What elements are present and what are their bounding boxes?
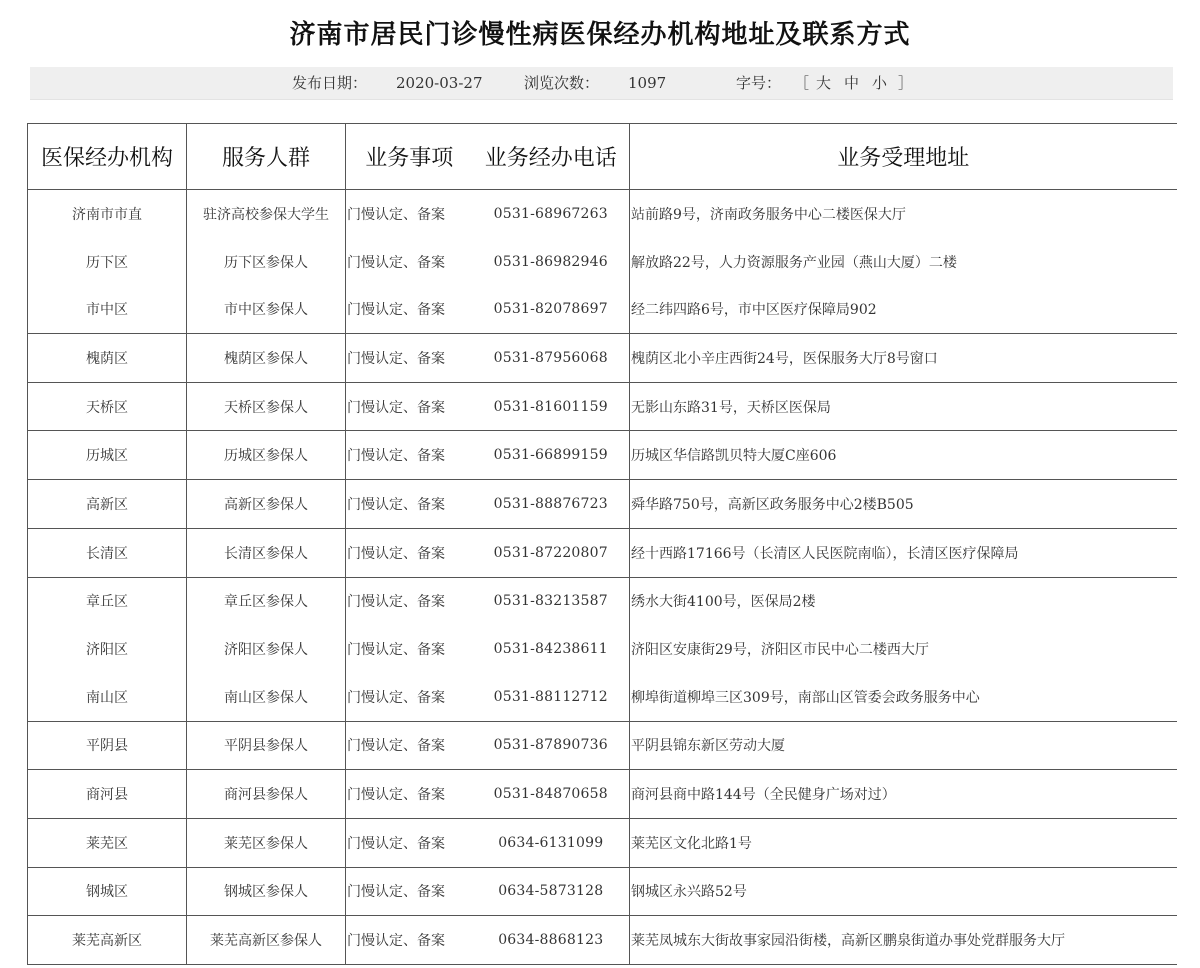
cell-phone: 0531-81601159 bbox=[473, 382, 630, 431]
cell-business-item: 门慢认定、备案 bbox=[346, 528, 473, 577]
cell-office: 高新区 bbox=[28, 480, 187, 529]
cell-business-item: 门慢认定、备案 bbox=[346, 673, 473, 721]
table-row bbox=[28, 382, 1177, 431]
font-size-bracket-open: ［ bbox=[794, 74, 810, 92]
cell-office: 南山区 bbox=[28, 673, 187, 721]
cell-phone: 0634-6131099 bbox=[473, 818, 630, 867]
article-meta-bar bbox=[30, 67, 1173, 100]
table-row bbox=[28, 238, 1177, 286]
table-row bbox=[28, 625, 1177, 673]
cell-office: 历城区 bbox=[28, 431, 187, 480]
font-size-small-link[interactable]: 小 bbox=[872, 74, 888, 92]
publish-date-label: 发布日期： bbox=[292, 74, 368, 92]
cell-phone: 0531-88876723 bbox=[473, 480, 630, 529]
cell-office: 市中区 bbox=[28, 285, 187, 333]
table-header-row bbox=[28, 124, 1177, 190]
cell-service-group: 高新区参保人 bbox=[187, 480, 346, 529]
cell-address: 解放路22号，人力资源服务产业园（燕山大厦）二楼 bbox=[630, 238, 1177, 286]
table-row bbox=[28, 770, 1177, 819]
cell-office: 济阳区 bbox=[28, 625, 187, 673]
table-row bbox=[28, 334, 1177, 383]
cell-business-item: 门慢认定、备案 bbox=[346, 867, 473, 916]
cell-business-item: 门慢认定、备案 bbox=[346, 721, 473, 770]
cell-business-item: 门慢认定、备案 bbox=[346, 916, 473, 965]
cell-phone: 0531-82078697 bbox=[473, 285, 630, 333]
cell-address: 站前路9号，济南政务服务中心二楼医保大厅 bbox=[630, 190, 1177, 238]
view-count-value: 1097 bbox=[628, 74, 667, 92]
cell-address: 经二纬四路6号，市中区医疗保障局902 bbox=[630, 285, 1177, 333]
cell-phone: 0531-88112712 bbox=[473, 673, 630, 721]
cell-phone: 0531-84870658 bbox=[473, 770, 630, 819]
cell-phone: 0531-83213587 bbox=[493, 593, 608, 610]
cell-phone: 0531-68967263 bbox=[493, 205, 608, 222]
cell-business-item: 门慢认定、备案 bbox=[346, 770, 473, 819]
font-size-large-link[interactable]: 大 bbox=[816, 74, 832, 92]
header-service-group: 服务人群 bbox=[187, 124, 346, 190]
cell-service-group: 天桥区参保人 bbox=[187, 382, 346, 431]
cell-phone: 0531-84238611 bbox=[493, 641, 608, 658]
cell-service-group: 市中区参保人 bbox=[187, 285, 346, 333]
table-row bbox=[28, 190, 1177, 238]
cell-business-item: 门慢认定、备案 bbox=[346, 577, 473, 625]
cell-address: 柳埠街道柳埠三区309号，南部山区管委会政务服务中心 bbox=[630, 673, 1177, 721]
cell-business-item: 门慢认定、备案 bbox=[346, 238, 473, 286]
office-contact-table bbox=[27, 123, 1177, 965]
cell-business-item: 门慢认定、备案 bbox=[346, 334, 473, 383]
cell-phone: 0634-8868123 bbox=[473, 916, 630, 965]
cell-business-item: 门慢认定、备案 bbox=[346, 285, 473, 333]
table-row bbox=[28, 480, 1177, 529]
cell-office: 莱芜高新区 bbox=[28, 916, 187, 965]
cell-office: 历下区 bbox=[28, 238, 187, 286]
cell-address: 槐荫区北小辛庄西街24号，医保服务大厅8号窗口 bbox=[630, 334, 1177, 383]
table-row bbox=[28, 528, 1177, 577]
cell-office: 莱芜区 bbox=[28, 818, 187, 867]
table-row bbox=[28, 431, 1177, 480]
table-row bbox=[28, 867, 1177, 916]
header-office: 医保经办机构 bbox=[28, 124, 187, 190]
cell-business-item: 门慢认定、备案 bbox=[346, 480, 473, 529]
cell-office: 济南市市直 bbox=[28, 190, 187, 238]
cell-address: 济阳区安康街29号，济阳区市民中心二楼西大厅 bbox=[630, 625, 1177, 673]
cell-service-group: 商河县参保人 bbox=[187, 770, 346, 819]
cell-service-group: 钢城区参保人 bbox=[187, 867, 346, 916]
font-size-label: 字号： bbox=[736, 74, 782, 92]
cell-phone: 0531-86982946 bbox=[493, 253, 608, 270]
cell-office: 槐荫区 bbox=[28, 334, 187, 383]
cell-service-group: 济阳区参保人 bbox=[187, 625, 346, 673]
cell-service-group: 章丘区参保人 bbox=[187, 577, 346, 625]
cell-service-group: 莱芜区参保人 bbox=[187, 818, 346, 867]
cell-office: 钢城区 bbox=[28, 867, 187, 916]
cell-service-group: 历城区参保人 bbox=[187, 431, 346, 480]
cell-service-group: 平阴县参保人 bbox=[187, 721, 346, 770]
cell-phone: 0531-87220807 bbox=[473, 528, 630, 577]
table-row bbox=[28, 721, 1177, 770]
cell-address: 经十西路17166号（长清区人民医院南临），长清区医疗保障局 bbox=[630, 528, 1177, 577]
cell-business-item: 门慢认定、备案 bbox=[346, 431, 473, 480]
cell-office: 平阴县 bbox=[28, 721, 187, 770]
table-row bbox=[28, 577, 1177, 625]
cell-phone: 0531-87890736 bbox=[473, 721, 630, 770]
cell-office: 章丘区 bbox=[28, 577, 187, 625]
cell-address: 历城区华信路凯贝特大厦C座606 bbox=[630, 431, 1177, 480]
cell-phone: 0531-66899159 bbox=[473, 431, 630, 480]
cell-address: 莱芜区文化北路1号 bbox=[630, 818, 1177, 867]
cell-address: 舜华路750号，高新区政务服务中心2楼B505 bbox=[630, 480, 1177, 529]
header-address: 业务受理地址 bbox=[630, 124, 1177, 190]
table-row bbox=[28, 818, 1177, 867]
cell-address: 莱芜凤城东大街故事家园沿街楼，高新区鹏泉街道办事处党群服务大厅 bbox=[630, 916, 1177, 965]
cell-business-item: 门慢认定、备案 bbox=[346, 818, 473, 867]
cell-service-group: 槐荫区参保人 bbox=[187, 334, 346, 383]
cell-service-group: 历下区参保人 bbox=[187, 238, 346, 286]
cell-business-item: 门慢认定、备案 bbox=[346, 190, 473, 238]
table-row bbox=[28, 285, 1177, 333]
cell-office: 商河县 bbox=[28, 770, 187, 819]
cell-office: 长清区 bbox=[28, 528, 187, 577]
cell-service-group: 莱芜高新区参保人 bbox=[187, 916, 346, 965]
table-row bbox=[28, 916, 1177, 965]
cell-phone: 0531-87956068 bbox=[473, 334, 630, 383]
cell-office: 天桥区 bbox=[28, 382, 187, 431]
cell-address: 钢城区永兴路52号 bbox=[630, 867, 1177, 916]
cell-address: 商河县商中路144号（全民健身广场对过） bbox=[630, 770, 1177, 819]
font-size-bracket-close: ］ bbox=[898, 74, 914, 92]
cell-address: 无影山东路31号，天桥区医保局 bbox=[630, 382, 1177, 431]
header-phone: 业务经办电话 bbox=[473, 124, 630, 190]
cell-address: 绣水大街4100号，医保局2楼 bbox=[630, 577, 1177, 625]
cell-business-item: 门慢认定、备案 bbox=[346, 625, 473, 673]
publish-date-value: 2020-03-27 bbox=[396, 74, 483, 92]
view-count-label: 浏览次数： bbox=[524, 74, 600, 92]
cell-address: 平阴县锦东新区劳动大厦 bbox=[630, 721, 1177, 770]
cell-service-group: 南山区参保人 bbox=[187, 673, 346, 721]
cell-service-group: 长清区参保人 bbox=[187, 528, 346, 577]
cell-service-group: 驻济高校参保大学生 bbox=[187, 190, 346, 238]
cell-business-item: 门慢认定、备案 bbox=[346, 382, 473, 431]
font-size-medium-link[interactable]: 中 bbox=[844, 74, 860, 92]
header-business-item: 业务事项 bbox=[346, 124, 473, 190]
table-row bbox=[28, 673, 1177, 721]
cell-phone: 0634-5873128 bbox=[473, 867, 630, 916]
page-title: 济南市居民门诊慢性病医保经办机构地址及联系方式 bbox=[289, 20, 911, 50]
